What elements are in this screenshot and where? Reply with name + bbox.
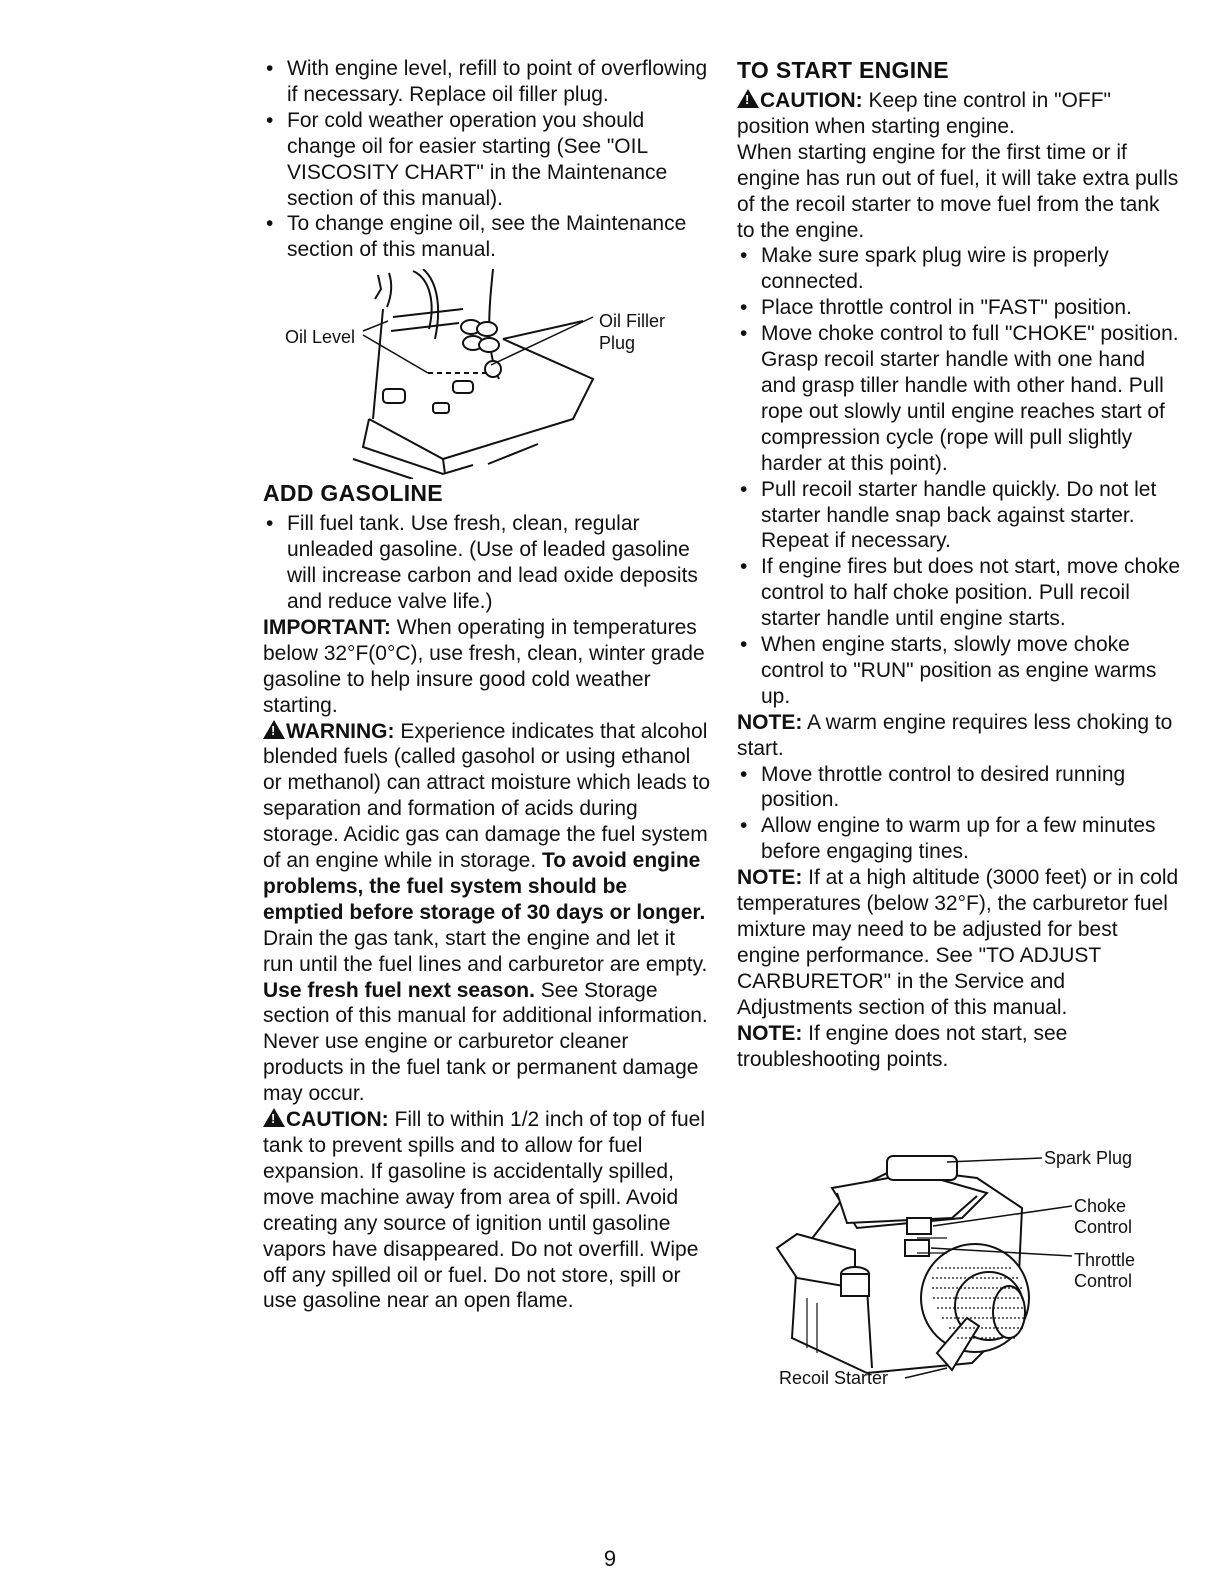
note-paragraph [737, 865, 1182, 1020]
caution-text: Fill to within 1/2 inch of top of fuel tank to prevent spills and to allow for fuel expansion. If gasoline is accidentally spilled, move machine away from area of spill. Avoid creating any source of ignition until gasoline vapors have disappeared. Do not overfill. Wipe off any spilled oil or fuel. Do not store, spill or use gasoline near an open flame. [263, 1108, 705, 1313]
list-item: • For cold weather operation you should change oil for easier starting (See "OIL VISCOSITY CHART" in the Maintenance section of this manual). [263, 108, 711, 212]
note-text: A warm engine requires less choking to start. [737, 710, 1173, 760]
warning-label: WARNING: [286, 719, 395, 743]
warning-paragraph [263, 719, 711, 1108]
note-paragraph [737, 710, 1182, 762]
important-text: When operating in temperatures below 32°F(0°C), use fresh, clean, winter grade gasoline to help insure good cold weather starting. [263, 615, 705, 717]
throttle-control-label-line2: Control [1074, 1271, 1133, 1292]
start-engine-heading: TO START ENGINE [737, 57, 949, 83]
warning-emphasis: Use fresh fuel next season. [263, 978, 535, 1002]
run-bullet-list [737, 762, 1182, 866]
oil-level-label: Oil Level [285, 327, 356, 348]
list-item: • Pull recoil starter handle quickly. Do not let starter handle snap back against starter. Repeat if necessary. [737, 477, 1182, 555]
caution-label: CAUTION: [286, 1108, 389, 1132]
choke-control-label-line2: Control [1074, 1217, 1133, 1238]
list-item: • To change engine oil, see the Maintenance section of this manual. [263, 211, 711, 263]
throttle-control-label: Throttle [1074, 1250, 1136, 1271]
oil-level-figure [263, 269, 711, 479]
list-item: • With engine level, refill to point of overflowing if necessary. Replace oil filler plug. [263, 56, 711, 108]
list-item: • Move throttle control to desired running position. [737, 762, 1182, 814]
oil-bullet-list [263, 56, 711, 263]
start-intro-paragraph: When starting engine for the first time or if engine has run out of fuel, it will take extra pulls of the recoil starter to move fuel from the tank to the engine. [737, 140, 1179, 242]
start-bullet-list [737, 243, 1182, 709]
engine-figure [737, 1138, 1182, 1393]
note-text: If engine does not start, see troubleshooting points. [737, 1021, 1068, 1071]
spark-plug-label: Spark Plug [1044, 1148, 1133, 1169]
caution-label: CAUTION: [760, 89, 863, 112]
warning-text: See Storage section of this manual for additional information. Never use engine or carburetor cleaner products in the fuel tank or permanent damage may occur. [263, 978, 708, 1106]
list-item: • Move choke control to full "CHOKE" position. Grasp recoil starter handle with one hand and grasp tiller handle with other hand. Pull rope out slowly until engine reaches start of compression cycle (rope will pull slightly harder at this point). [737, 321, 1182, 476]
warning-emphasis: To avoid engine problems, the fuel system should be emptied before storage of 30 days or longer. [263, 849, 706, 924]
list-item: • Place throttle control in "FAST" position. [737, 295, 1182, 321]
left-column [263, 56, 711, 1314]
add-gasoline-heading: ADD GASOLINE [263, 480, 443, 507]
caution-paragraph [263, 1107, 711, 1314]
note-label: NOTE: [737, 1021, 803, 1045]
oil-filler-label: Oil Filler [599, 311, 665, 332]
warning-text: Drain the gas tank, start the engine and let it run until the fuel lines and carburetor are empty. [263, 926, 708, 976]
gasoline-bullet-list [263, 511, 711, 615]
oil-level-illustration [263, 269, 711, 479]
list-item: • Allow engine to warm up for a few minutes before engaging tines. [737, 813, 1182, 865]
warning-triangle-icon [263, 1108, 285, 1127]
recoil-starter-label: Recoil Starter [779, 1368, 889, 1389]
caution-text: Keep tine control in "OFF" position when starting engine. [737, 89, 1112, 138]
warning-triangle-icon [737, 89, 759, 108]
oil-filler-label-line2: Plug [599, 333, 636, 354]
choke-control-label: Choke [1074, 1196, 1127, 1217]
page-number: 9 [603, 1546, 617, 1571]
note-label: NOTE: [737, 710, 803, 734]
list-item: • When engine starts, slowly move choke control to "RUN" position as engine warms up. [737, 632, 1182, 710]
warning-triangle-icon [263, 720, 285, 739]
right-column [737, 56, 1182, 1393]
list-item: • Make sure spark plug wire is properly connected. [737, 243, 1182, 295]
start-caution-paragraph [737, 88, 1182, 140]
important-paragraph [263, 615, 711, 719]
note-text: If at a high altitude (3000 feet) or in cold temperatures (below 32°F), the carburetor fuel mixture may need to be adjusted for best engine performance. See "TO ADJUST CARBURETOR" in the Service and Adjustments section of this manual. [737, 866, 1179, 1019]
note-label: NOTE: [737, 866, 803, 890]
list-item: • If engine fires but does not start, move choke control to half choke position. Pull recoil starter handle until engine starts. [737, 554, 1182, 632]
important-label: IMPORTANT: [263, 615, 391, 639]
warning-text: Experience indicates that alcohol blended fuels (called gasohol or using ethanol or methanol) can attract moisture which leads to separation and formation of acids during storage. Acidic gas can damage the fuel system of an engine while in storage. [263, 719, 711, 873]
list-item: • Fill fuel tank. Use fresh, clean, regular unleaded gasoline. (Use of leaded gasoline will increase carbon and lead oxide deposits and reduce valve life.) [263, 511, 711, 615]
note-paragraph [737, 1021, 1182, 1073]
